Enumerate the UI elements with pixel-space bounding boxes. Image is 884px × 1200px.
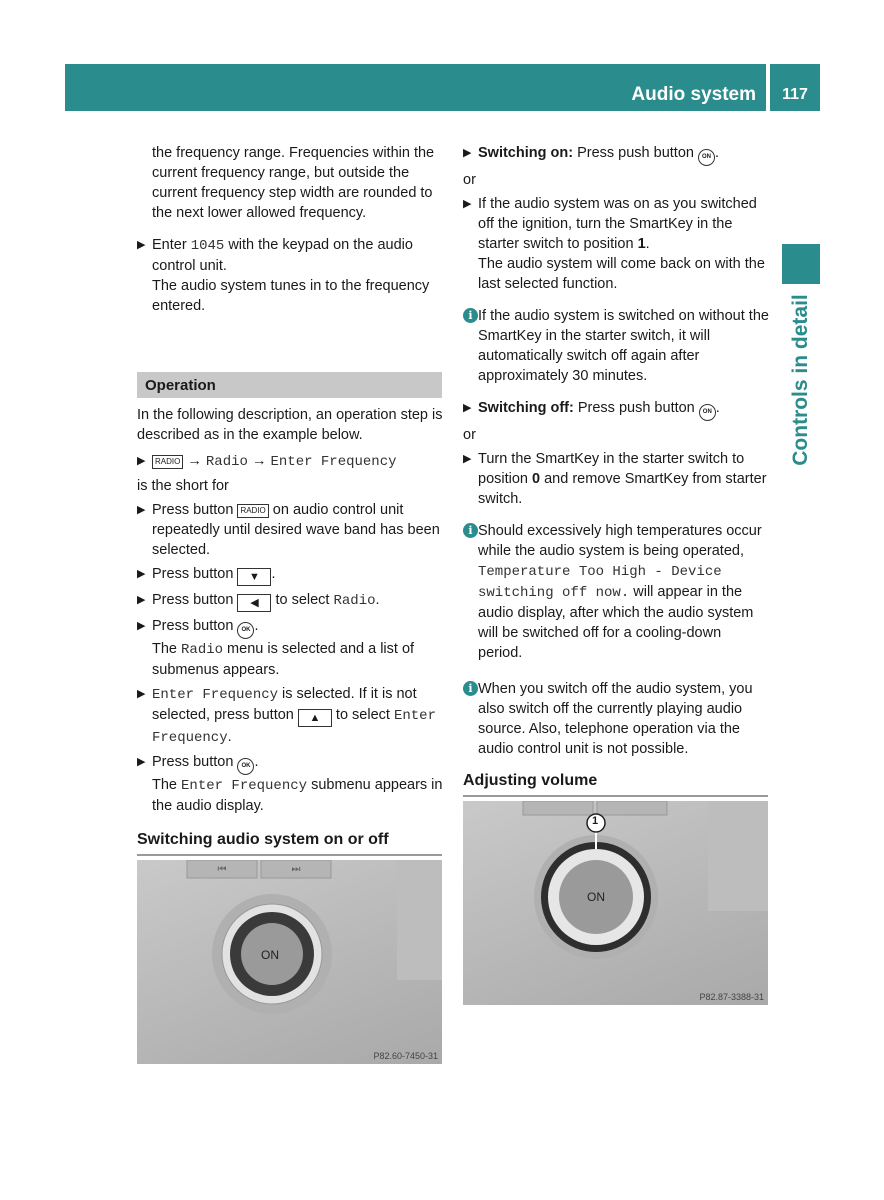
up-key-icon: ▲ — [298, 709, 332, 727]
figure-code: P82.87-3388-31 — [699, 992, 764, 1002]
operation-heading: Operation — [145, 377, 216, 394]
step-press-left: ▶ Press button ◀ to select Radio. — [137, 590, 443, 612]
switching-off-step: ▶ Switching off: Press push button ON . — [463, 398, 769, 421]
step-press-ok: ▶ Press button OK . The Radio menu is selected and a list of submenus appears. — [137, 618, 415, 678]
adjusting-volume-heading: Adjusting volume — [463, 771, 768, 797]
on-key-icon: ON — [698, 149, 715, 166]
step-press-down: ▶ Press button ▼ . — [137, 564, 443, 586]
side-section-label: Controls in detail — [789, 294, 812, 466]
step-arrow-icon: ▶ — [463, 453, 472, 465]
step-arrow-icon: ▶ — [137, 756, 146, 768]
volume-knob-illustration — [463, 801, 768, 1005]
step-arrow-icon: ▶ — [463, 198, 472, 210]
on-button-label: ON — [261, 948, 279, 962]
step-arrow-icon: ▶ — [137, 504, 146, 516]
step-enter-frequency-selected: ▶ Enter Frequency is selected. If it is not selected, press button ▲ to select Enter Frequency. — [137, 686, 436, 746]
example-path: ▶ RADIO → Radio → Enter Frequency — [137, 453, 397, 470]
on-button-label: ON — [587, 890, 605, 904]
info-auto-off: i If the audio system is switched on without the SmartKey in the starter switch, it will automatically switch off again after approximately 30 minutes. — [463, 306, 769, 386]
step-arrow-icon: ▶ — [137, 239, 146, 251]
step-arrow-icon: ▶ — [463, 402, 472, 414]
step-arrow-icon: ▶ — [137, 594, 146, 606]
info-icon: i — [463, 523, 478, 538]
step-arrow-icon: ▶ — [137, 620, 146, 632]
audio-control-photo — [137, 860, 442, 1064]
enter-frequency-step: ▶ Enter 1045 with the keypad on the audio control unit. The audio system tunes in to the frequency entered. — [137, 235, 443, 316]
svg-text:⏭: ⏭ — [291, 864, 301, 875]
ignition-step: ▶ If the audio system was on as you switched off the ignition, turn the SmartKey in the starter switch to position 1. The audio system will come back on with the last selected function. — [463, 196, 765, 292]
radio-key-icon: RADIO — [237, 504, 268, 518]
svg-text:⏮: ⏮ — [217, 864, 227, 875]
page-header-title: Audio system — [631, 84, 756, 105]
info-temperature: i Should excessively high temperatures occur while the audio system is being operated, Temperature Too High - Device switching off now. will appear in the audio display, after which the audio system will be switched off for a cooling-down period. — [463, 521, 769, 663]
step-arrow-icon: ▶ — [137, 568, 146, 580]
or-text: or — [463, 172, 476, 188]
ok-key-icon: OK — [237, 758, 254, 775]
info-switch-off: i When you switch off the audio system, you also switch off the currently playing audio source. Also, telephone operation via the audio control unit is not possible. — [463, 679, 769, 759]
step-arrow-icon: ▶ — [137, 455, 146, 467]
down-key-icon: ▼ — [237, 568, 271, 586]
or-text: or — [463, 427, 476, 443]
radio-key-icon: RADIO — [152, 455, 183, 469]
figure-code: P82.60-7450-31 — [373, 1051, 438, 1061]
right-column — [463, 143, 769, 759]
side-tab — [782, 244, 820, 284]
left-column-top — [137, 143, 443, 316]
continued-text: the frequency range. Frequencies within the current frequency range, but outside the current frequency step width are rounded to the next lower allowed frequency. — [152, 145, 435, 221]
short-for-text: is the short for — [137, 478, 229, 494]
callout-1: 1 — [592, 815, 599, 827]
operation-intro: In the following description, an operation step is described as in the example below. — [137, 407, 443, 443]
on-key-icon: ON — [699, 404, 716, 421]
ok-key-icon: OK — [237, 622, 254, 639]
step-press-ok-2: ▶ Press button OK . The Enter Frequency submenu appears in the audio display. — [137, 754, 443, 814]
step-result: The audio system tunes in to the frequency entered. — [152, 278, 430, 314]
turn-smartkey-step: ▶ Turn the SmartKey in the starter switch to position 0 and remove SmartKey from starter switch. — [463, 451, 767, 507]
volume-photo — [463, 801, 768, 1005]
left-column-operation — [137, 405, 443, 816]
switching-heading: Switching audio system on or off — [137, 830, 442, 856]
step-arrow-icon: ▶ — [463, 147, 472, 159]
code-1045: 1045 — [190, 238, 225, 254]
info-icon: i — [463, 308, 478, 323]
switching-on-step: ▶ Switching on: Press push button ON . — [463, 143, 769, 166]
step-arrow-icon: ▶ — [137, 688, 146, 700]
control-unit-illustration — [137, 860, 442, 1064]
step-press-radio: ▶ Press button RADIO on audio control unit repeatedly until desired wave band has been selected. — [137, 502, 440, 558]
info-icon: i — [463, 681, 478, 696]
page-number: 117 — [782, 86, 808, 103]
left-key-icon: ◀ — [237, 594, 271, 612]
